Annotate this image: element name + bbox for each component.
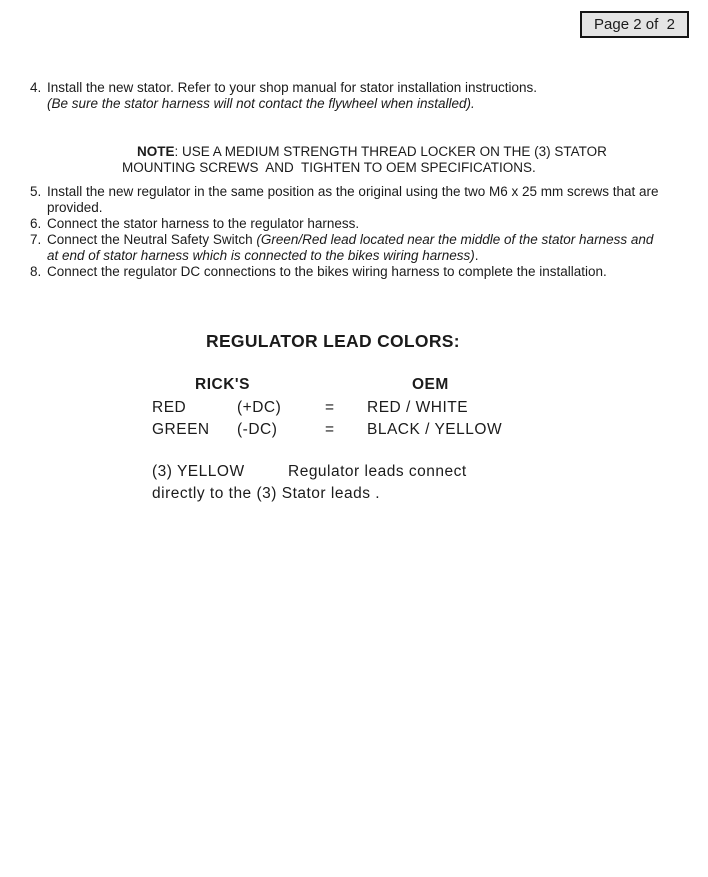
lead-colors-heading: REGULATOR LEAD COLORS: (206, 331, 460, 351)
steps-list (30, 184, 667, 280)
note-text: : USE A MEDIUM STRENGTH THREAD LOCKER ON THE (3) STATOR MOUNTING SCREWS AND TIGHTEN TO OEM SPECIFICATIONS. (122, 144, 611, 175)
step-item-4 (30, 80, 665, 112)
yellow-leads-note-line-1 (0, 462, 708, 483)
page-number-label: Page 2 of 2 (594, 16, 675, 33)
step-item-7 (30, 232, 667, 264)
page-number-box (580, 11, 689, 38)
ricks-lead-polarity: (-DC) (237, 421, 278, 438)
yellow-leads-count: (3) YELLOW (152, 463, 245, 480)
step-number: 7. (30, 232, 42, 247)
step-text: Connect the Neutral Safety Switch (47, 232, 257, 247)
oem-lead-color: RED / WHITE (367, 399, 469, 416)
step-text: Install the new stator. Refer to your shop manual for stator installation instructions. (47, 80, 537, 95)
yellow-leads-note-text: Regulator leads connect (288, 463, 467, 480)
step-number: 6. (30, 216, 42, 231)
equals-sign: = (325, 421, 335, 438)
step-text: Install the new regulator in the same position as the original using the two M6 x 25 mm screws that are provided. (47, 184, 663, 215)
yellow-leads-note-text: directly to the (3) Stator leads . (152, 485, 381, 502)
step-number: 4. (30, 80, 42, 95)
equals-sign: = (325, 399, 335, 416)
step-number: 8. (30, 264, 42, 279)
ricks-lead-polarity: (+DC) (237, 399, 282, 416)
note-block (70, 128, 670, 192)
ricks-lead-color: RED (152, 399, 187, 416)
lead-color-row (0, 420, 708, 441)
lead-color-row (0, 398, 708, 419)
step-number: 5. (30, 184, 42, 199)
column-header-ricks: RICK'S (195, 376, 250, 393)
step-text-end: . (474, 248, 479, 263)
lead-colors-header-row (0, 375, 708, 396)
column-header-oem: OEM (412, 376, 449, 393)
step-item-5 (30, 184, 667, 216)
oem-lead-color: BLACK / YELLOW (367, 421, 503, 438)
yellow-leads-note-line-2 (0, 484, 708, 505)
step-item-6 (30, 216, 667, 232)
step-text: Connect the regulator DC connections to the bikes wiring harness to complete the installation. (47, 264, 607, 279)
step-4-caution-note: (Be sure the stator harness will not contact the flywheel when installed). (47, 96, 475, 111)
step-7-lead-location-note: (Green/Red lead located near the middle of the stator harness and at end of stator harness which is connected to the bikes wiring harness) (47, 232, 658, 263)
ricks-lead-color: GREEN (152, 421, 210, 438)
note-label: NOTE (137, 144, 175, 159)
step-text: Connect the stator harness to the regulator harness. (47, 216, 360, 231)
step-item-8 (30, 264, 667, 280)
